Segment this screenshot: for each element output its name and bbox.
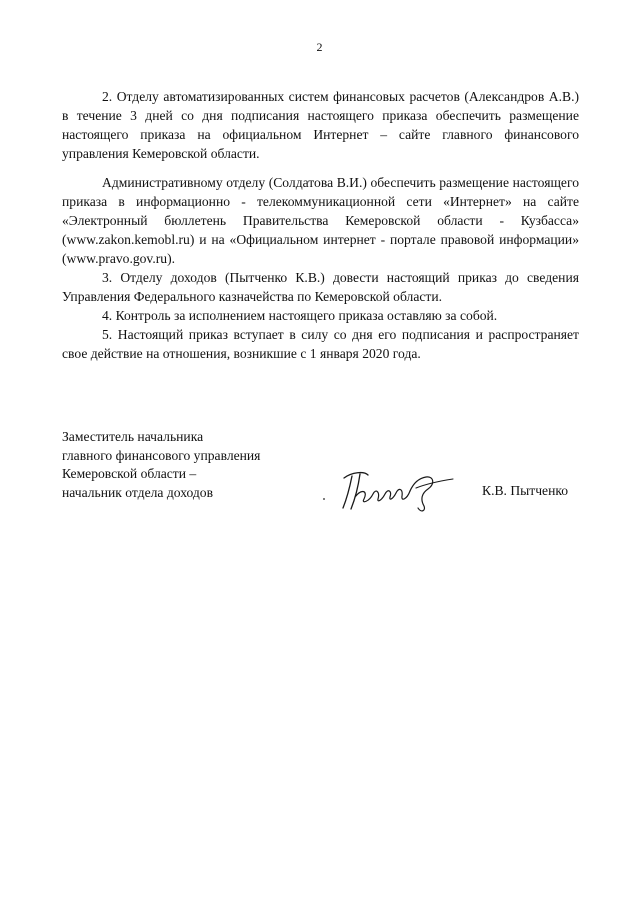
signatory-title-line: Заместитель начальника	[62, 429, 204, 444]
signatory-title	[62, 428, 260, 502]
paragraph-item-5: 5. Настоящий приказ вступает в силу со дня его подписания и распространяет свое действие на отношения, возникшие с 1 января 2020 года.	[62, 327, 579, 361]
paragraph-item-3: 3. Отделу доходов (Пытченко К.В.) довести настоящий приказ до сведения Управления Федерального казначейства по Кемеровской области.	[62, 270, 579, 304]
paragraph-administrative-department: Административному отделу (Солдатова В.И.) обеспечить размещение настоящего приказа в информационно - телекоммуникационной сети «Интернет» на сайте «Электронный бюллетень Правительства Кемеровской области - Кузбасса» (www.zakon.kemobl.ru) и на «Официальном интернет - портале правовой информации» (www.pravo.gov.ru).	[62, 175, 579, 266]
paragraph-item-2: 2. Отделу автоматизированных систем финансовых расчетов (Александров А.В.) в течение 3 дней со дня подписания настоящего приказа обеспечить размещение настоящего приказа на официальном Интернет – сайте главного финансового управления Кемеровской области.	[62, 89, 579, 161]
signatory-title-line: главного финансового управления	[62, 447, 261, 463]
handwritten-signature	[322, 466, 457, 514]
page-number: 2	[316, 40, 323, 54]
document-body	[62, 87, 579, 363]
signatory-title-line: начальник отдела доходов	[62, 484, 214, 500]
signatory-title-line: Кемеровской области –	[62, 466, 197, 481]
paragraph-item-4: 4. Контроль за исполнением настоящего приказа оставляю за собой.	[102, 308, 498, 323]
signatory-name: К.В. Пытченко	[482, 483, 569, 498]
